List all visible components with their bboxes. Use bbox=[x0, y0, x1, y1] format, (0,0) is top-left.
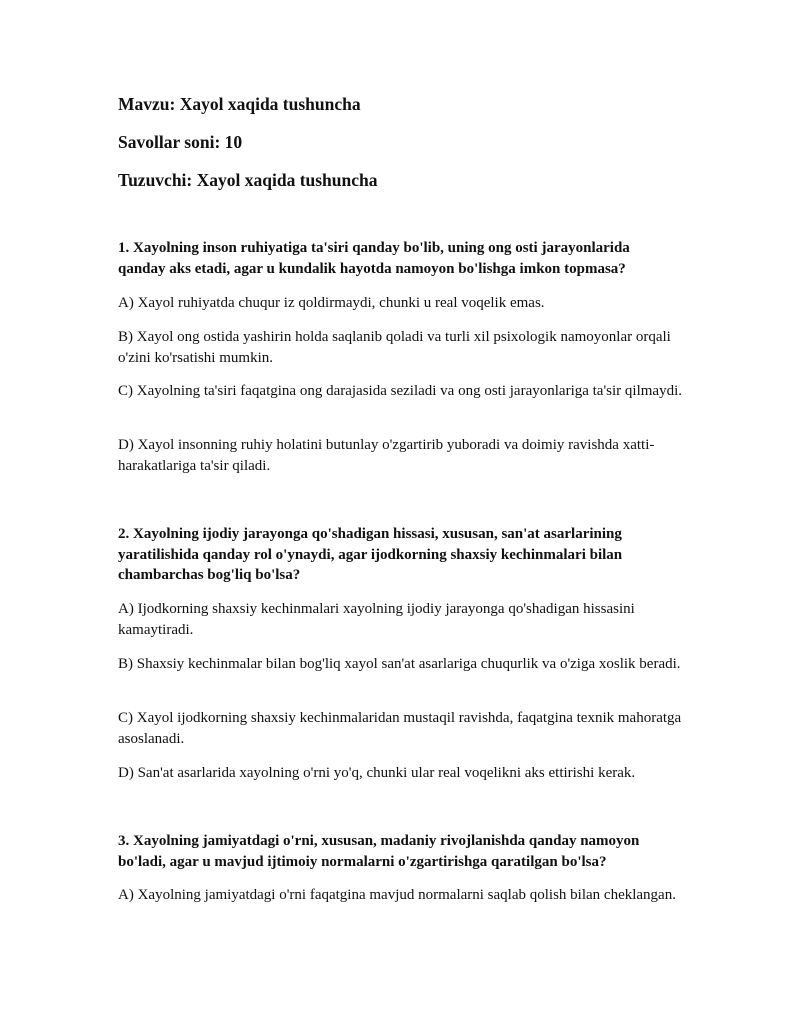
question-1-option-c: C) Xayolning ta'siri faqatgina ong darajasida seziladi va ong osti jarayonlariga ta'sir qilmaydi. bbox=[118, 383, 682, 399]
question-count-heading: Savollar soni: 10 bbox=[118, 132, 243, 152]
question-1-option-b: B) Xayol ong ostida yashirin holda saqlanib qoladi va turli xil psixologik namoyonlar orqali o'zini ko'rsatishi mumkin. bbox=[118, 329, 671, 366]
question-2-option-a: A) Ijodkorning shaxsiy kechinmalari xayolning ijodiy jarayonga qo'shadigan hissasini kamaytiradi. bbox=[118, 601, 635, 638]
question-1-option-a: A) Xayol ruhiyatda chuqur iz qoldirmaydi, chunki u real voqelik emas. bbox=[118, 295, 545, 311]
question-1: 1. Xayolning inson ruhiyatiga ta'siri qanday bo'lib, uning ong osti jarayonlarida qanday aks etadi, agar u kundalik hayotda namoyon bo'lishga imkon topmasa? bbox=[118, 240, 630, 277]
question-3: 3. Xayolning jamiyatdagi o'rni, xususan, madaniy rivojlanishda qanday namoyon bo'ladi, agar u mavjud ijtimoiy normalarni o'zgartirishga qaratilgan bo'lsa? bbox=[118, 833, 640, 870]
question-2-option-d: D) San'at asarlarida xayolning o'rni yo'q, chunki ular real voqelikni aks ettirishi kerak. bbox=[118, 765, 636, 781]
topic-heading: Mavzu: Xayol xaqida tushuncha bbox=[118, 94, 361, 114]
question-1-option-d: D) Xayol insonning ruhiy holatini butunlay o'zgartirib yuboradi va doimiy ravishda xatti-harakatlariga ta'sir qiladi. bbox=[118, 437, 655, 474]
question-2-option-c: C) Xayol ijodkorning shaxsiy kechinmalaridan mustaqil ravishda, faqatgina texnik mahoratga asoslanadi. bbox=[118, 710, 682, 747]
author-heading: Tuzuvchi: Xayol xaqida tushuncha bbox=[118, 170, 378, 190]
question-2-option-b: B) Shaxsiy kechinmalar bilan bog'liq xayol san'at asarlariga chuqurlik va o'ziga xoslik beradi. bbox=[118, 656, 681, 672]
question-3-option-a: A) Xayolning jamiyatdagi o'rni faqatgina mavjud normalarni saqlab qolish bilan cheklangan. bbox=[118, 887, 676, 903]
question-2: 2. Xayolning ijodiy jarayonga qo'shadigan hissasi, xususan, san'at asarlarining yaratilishida qanday rol o'ynaydi, agar ijodkorning shaxsiy kechinmalari bilan chambarchas bog'liq bo'lsa? bbox=[118, 526, 623, 583]
